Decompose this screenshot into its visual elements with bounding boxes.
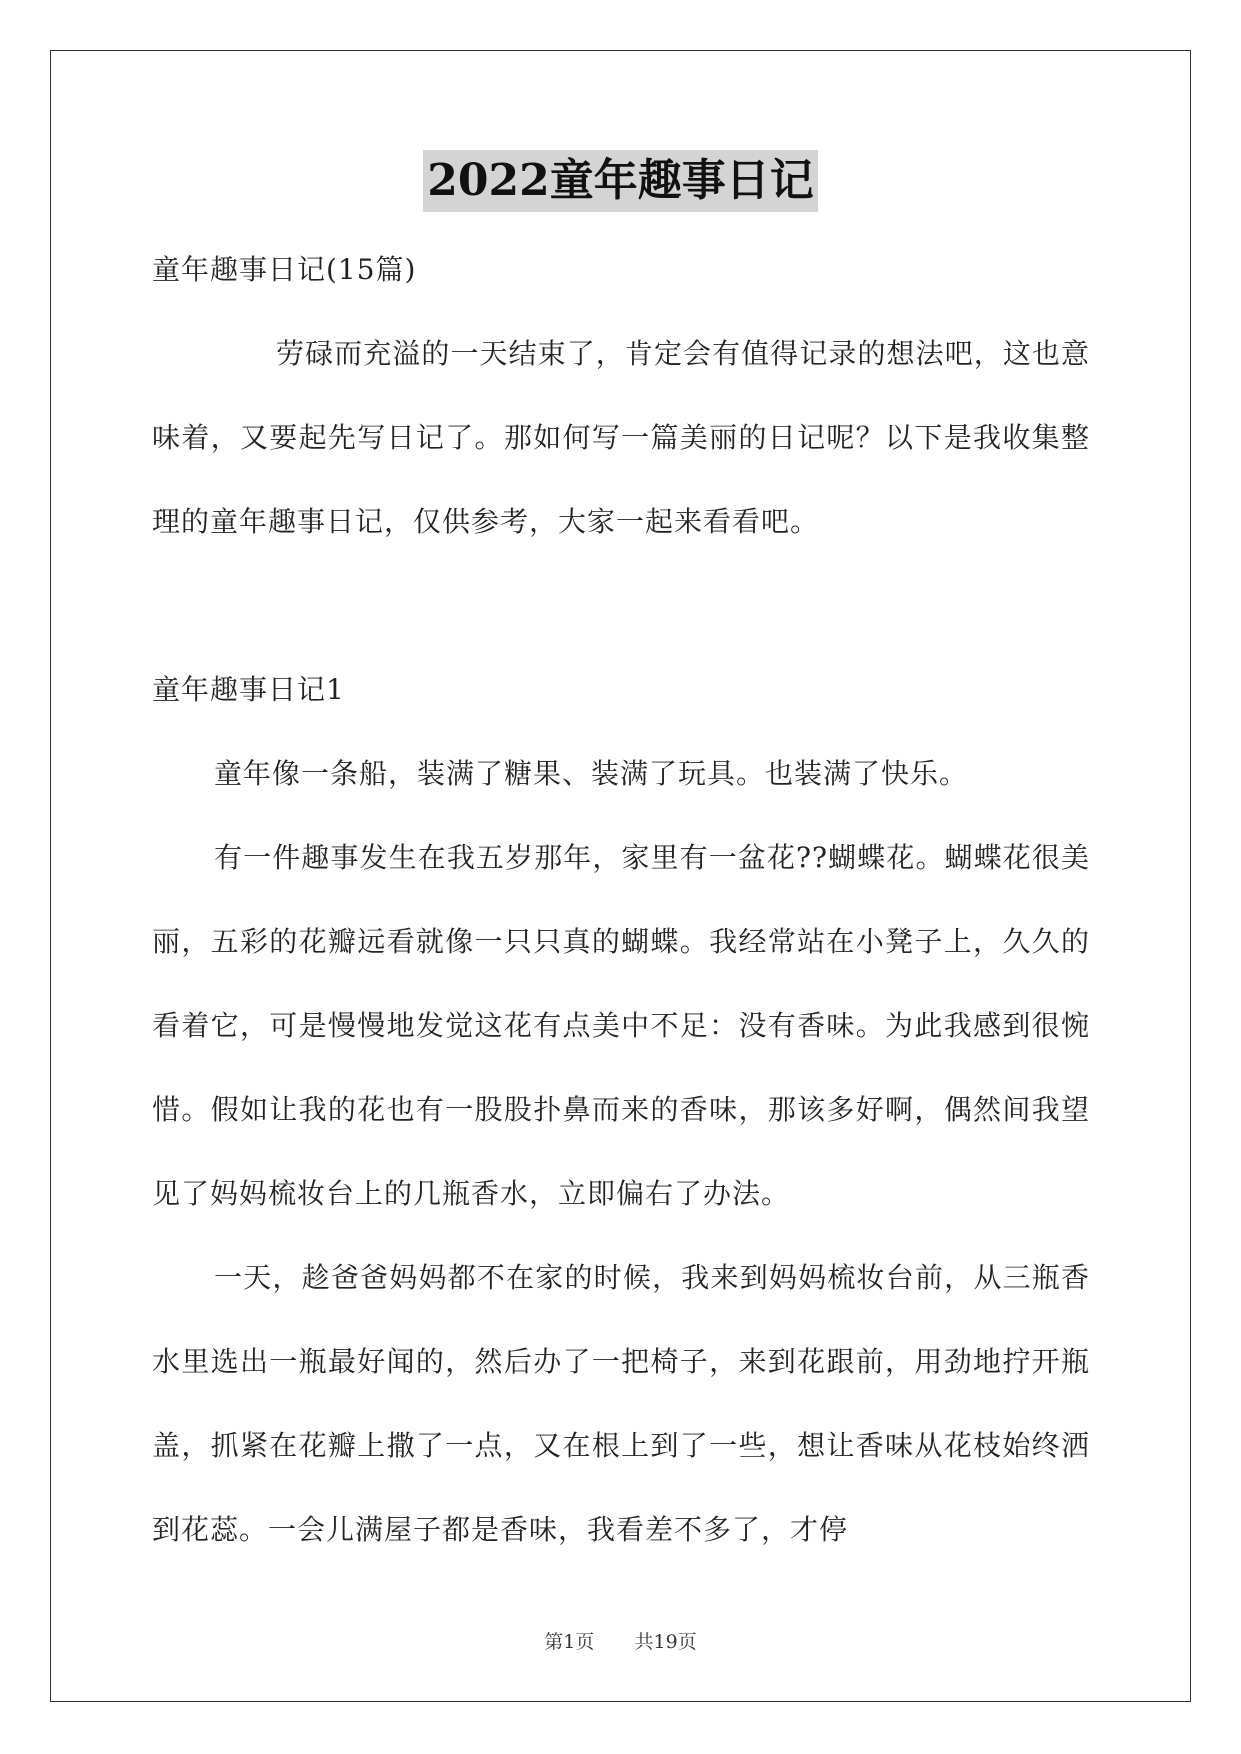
- page-total: 共19页: [634, 1631, 697, 1653]
- body-paragraph-1: 童年像一条船，装满了糖果、装满了玩具。也装满了快乐。: [214, 757, 969, 790]
- section-heading: 童年趣事日记1: [152, 673, 345, 706]
- document-subtitle: 童年趣事日记(15篇): [152, 253, 417, 286]
- document-body: [152, 228, 1090, 1572]
- document-title: 2022童年趣事日记: [423, 150, 817, 212]
- intro-paragraph: 劳碌而充溢的一天结束了，肯定会有值得记录的想法吧，这也意味着，又要起先写日记了。那如何写一篇美丽的日记呢？以下是我收集整理的童年趣事日记，仅供参考，大家一起来看看吧。: [152, 337, 1090, 538]
- page-footer: [0, 1627, 1241, 1654]
- body-paragraph-2: 有一件趣事发生在我五岁那年，家里有一盆花??蝴蝶花。蝴蝶花很美丽，五彩的花瓣远看就像一只只真的蝴蝶。我经常站在小凳子上，久久的看着它，可是慢慢地发觉这花有点美中不足：没有香味。为此我感到很惋惜。假如让我的花也有一股股扑鼻而来的香味，那该多好啊，偶然间我望见了妈妈梳妆台上的几瓶香水，立即偏右了办法。: [152, 841, 1090, 1210]
- title-container: [0, 150, 1241, 212]
- body-paragraph-3: 一天，趁爸爸妈妈都不在家的时候，我来到妈妈梳妆台前，从三瓶香水里选出一瓶最好闻的，然后办了一把椅子，来到花跟前，用劲地拧开瓶盖，抓紧在花瓣上撒了一点，又在根上到了一些，想让香味从花枝始终洒到花蕊。一会儿满屋子都是香味，我看差不多了，才停: [152, 1261, 1090, 1546]
- page-number: 第1页: [544, 1631, 595, 1653]
- section-gap: [152, 564, 1090, 648]
